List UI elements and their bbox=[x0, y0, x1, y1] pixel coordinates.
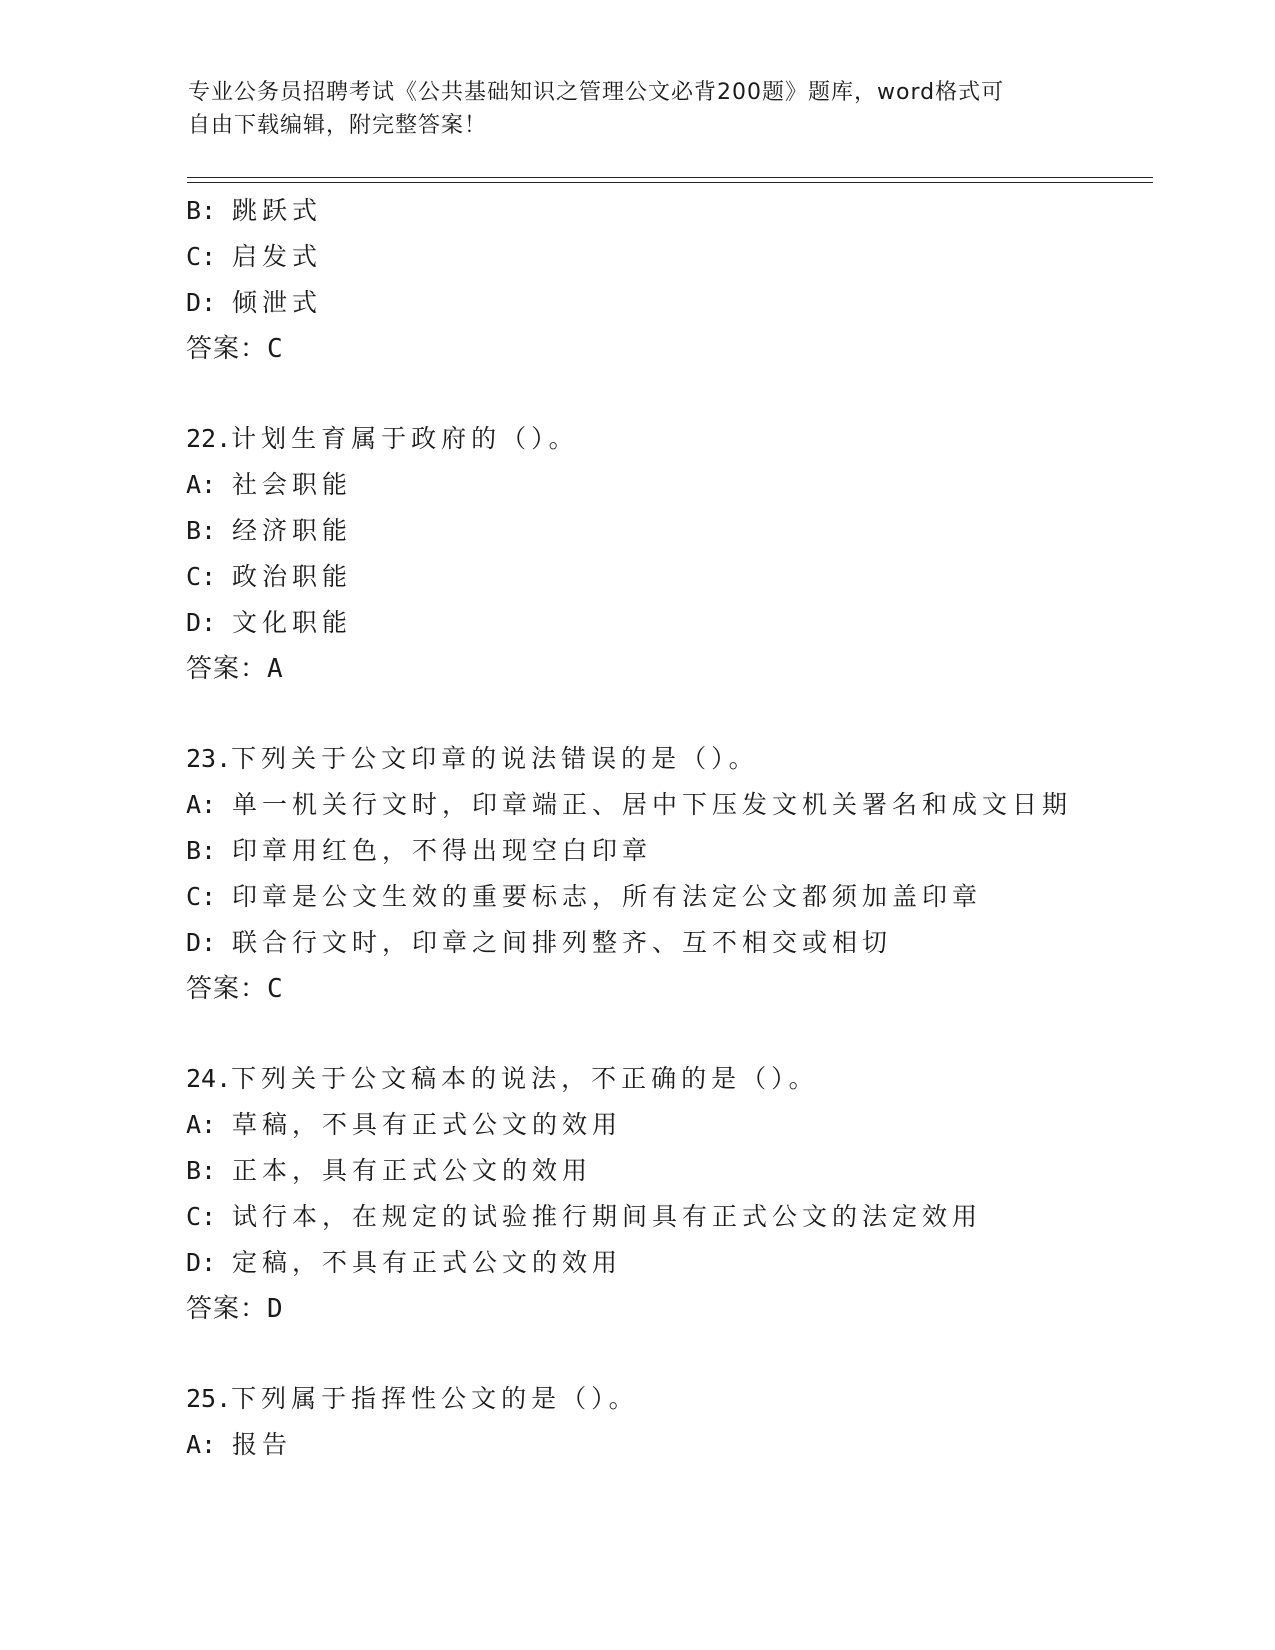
option-c: C: 试行本，在规定的试验推行期间具有正式公文的法定效用 bbox=[186, 1202, 983, 1231]
header-divider-top bbox=[187, 177, 1153, 178]
option-a: A: 报告 bbox=[186, 1430, 293, 1459]
answer-line: 答案：C bbox=[186, 974, 284, 1004]
question-stem: 23.下列关于公文印章的说法错误的是（）。 bbox=[186, 744, 759, 773]
header-line-2: 自由下载编辑，附完整答案！ bbox=[188, 113, 488, 138]
answer-line: 答案：D bbox=[186, 1294, 284, 1324]
answer-line: 答案：A bbox=[186, 654, 284, 684]
option-d: D: 倾泄式 bbox=[186, 288, 323, 317]
question-stem: 25.下列属于指挥性公文的是（）。 bbox=[186, 1384, 639, 1413]
question-25 bbox=[186, 1376, 1186, 1468]
question-24 bbox=[186, 1056, 1186, 1332]
question-stem: 24.下列关于公文稿本的说法，不正确的是（）。 bbox=[186, 1064, 819, 1093]
document-header bbox=[188, 76, 1068, 142]
question-23 bbox=[186, 736, 1186, 1012]
option-b: B: 跳跃式 bbox=[186, 196, 323, 225]
option-c: C: 政治职能 bbox=[186, 562, 353, 591]
question-22 bbox=[186, 416, 1186, 692]
option-a: A: 社会职能 bbox=[186, 470, 353, 499]
option-b: B: 经济职能 bbox=[186, 516, 353, 545]
header-line-1: 专业公务员招聘考试《公共基础知识之管理公文必背200题》题库，word格式可 bbox=[188, 80, 1005, 105]
question-stem: 22.计划生育属于政府的（）。 bbox=[186, 424, 579, 453]
header-divider-bottom bbox=[187, 182, 1153, 183]
option-b: B: 印章用红色，不得出现空白印章 bbox=[186, 836, 653, 865]
option-a: A: 单一机关行文时，印章端正、居中下压发文机关署名和成文日期 bbox=[186, 790, 1073, 819]
question-list bbox=[186, 188, 1186, 1468]
answer-line: 答案：C bbox=[186, 334, 284, 364]
option-a: A: 草稿，不具有正式公文的效用 bbox=[186, 1110, 623, 1139]
option-b: B: 正本，具有正式公文的效用 bbox=[186, 1156, 593, 1185]
option-c: C: 启发式 bbox=[186, 242, 323, 271]
option-c: C: 印章是公文生效的重要标志，所有法定公文都须加盖印章 bbox=[186, 882, 983, 911]
option-d: D: 定稿，不具有正式公文的效用 bbox=[186, 1248, 623, 1277]
question-21-continued bbox=[186, 188, 1186, 372]
option-d: D: 文化职能 bbox=[186, 608, 353, 637]
option-d: D: 联合行文时，印章之间排列整齐、互不相交或相切 bbox=[186, 928, 893, 957]
